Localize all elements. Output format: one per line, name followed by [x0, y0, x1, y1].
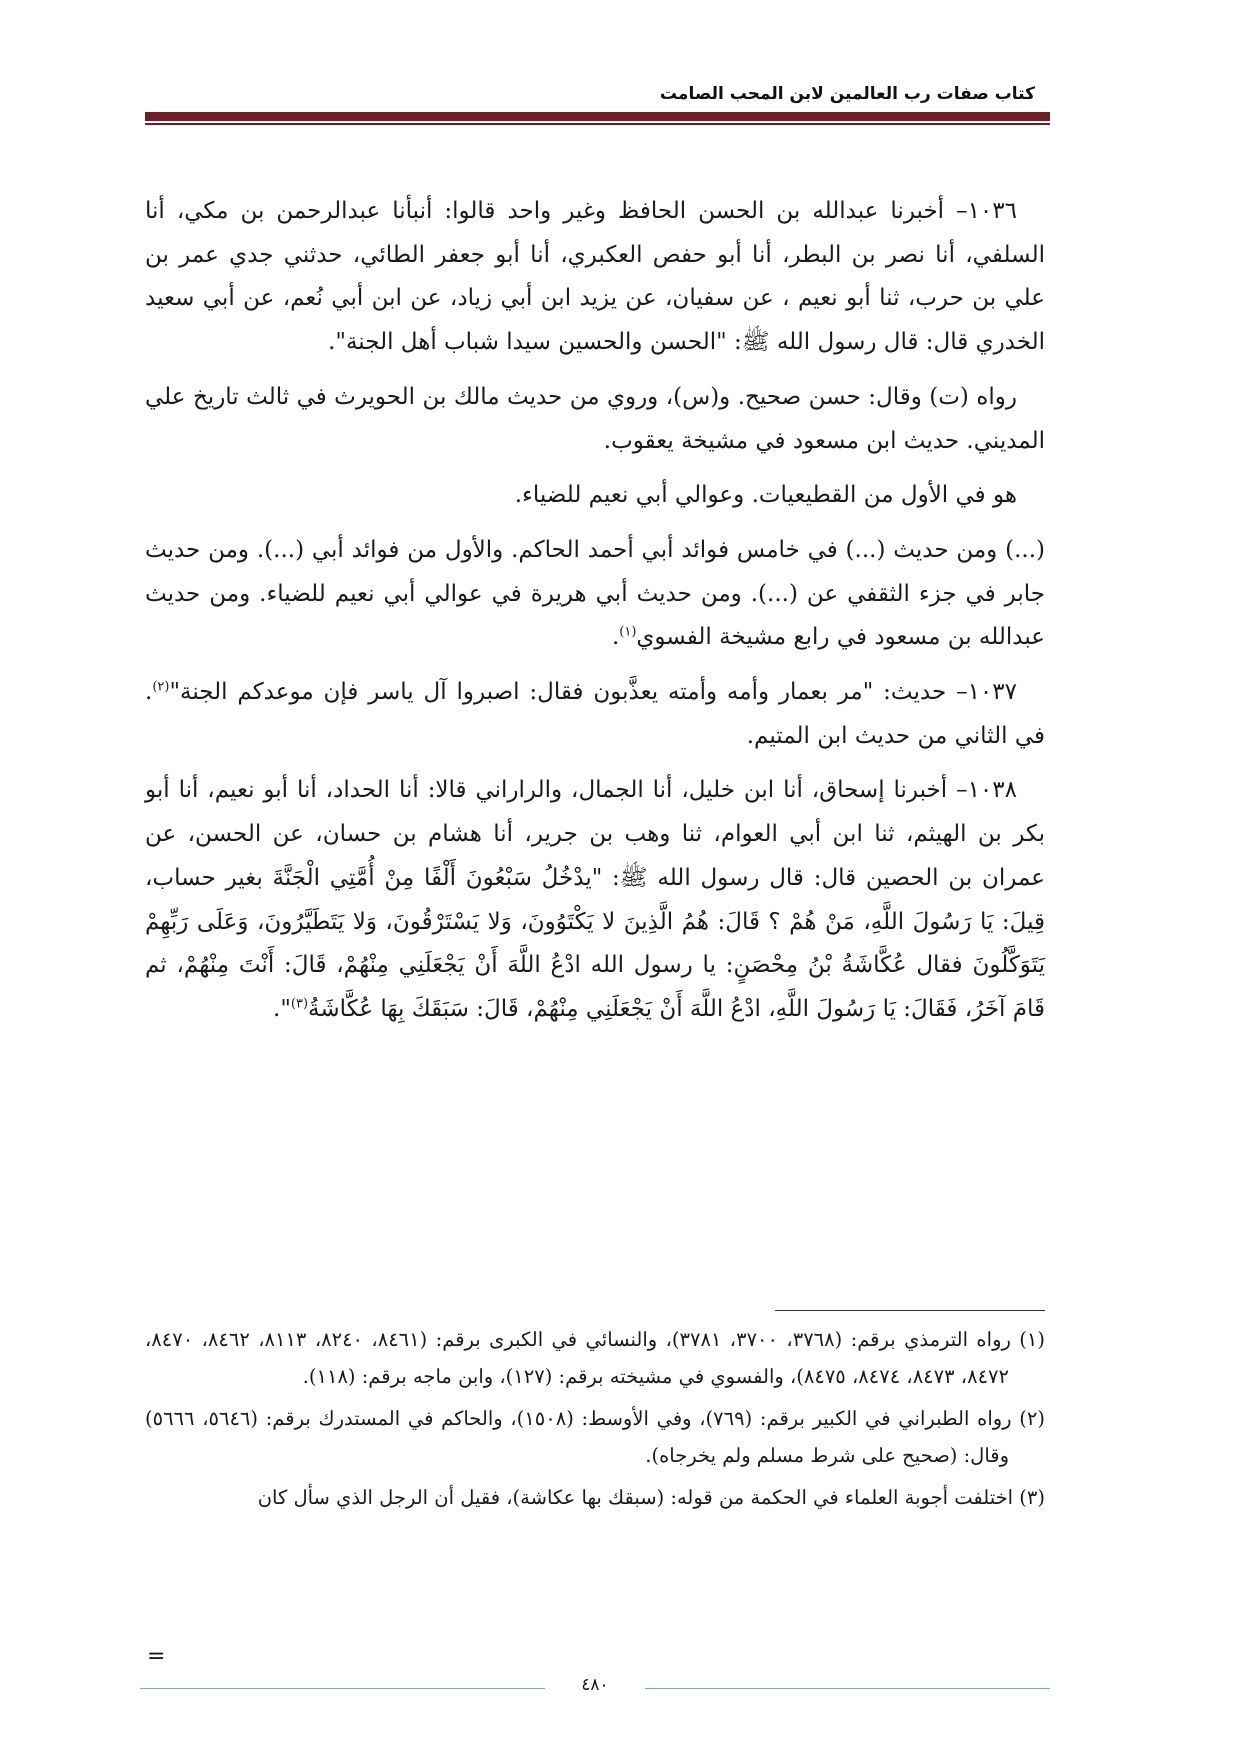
header-rule-thin	[145, 123, 1050, 125]
footnote-2: (٢) رواه الطبراني في الكبير برقم: (٧٦٩)، وفي الأوسط: (١٥٠٨)، والحاكم في المستدرك برقم: (٥٦٤٦، ٥٦٦٦) وقال: (صحيح على شرط مسلم ولم يخرجاه).	[145, 1407, 1045, 1467]
paragraph-text: ١٠٣٦– أخبرنا عبدالله بن الحسن الحافظ وغير واحد قالوا: أنبأنا عبدالرحمن بن مكي، أنا السلفي، أنا نصر بن البطر، أنا أبو حفص العكبري، أنا أبو جعفر الطائي، حدثني جدي عمر بن علي بن حرب، ثنا أبو نعيم ، عن سفيان، عن يزيد ابن أبي زياد، عن ابن أبي نُعم، عن أبي سعيد الخدري قال: قال رسول الله ﷺ: "الحسن والحسين سيدا شباب أهل الجنة".	[145, 198, 1045, 356]
paragraph-text: . في الثاني من حديث ابن المتيم.	[145, 679, 1045, 749]
source-note-paragraph	[145, 474, 1045, 518]
footnote-separator	[775, 1310, 1045, 1311]
footnotes	[145, 1322, 1045, 1517]
footnote-ref-3[interactable]: (٣)	[290, 996, 309, 1012]
period: .	[611, 624, 620, 651]
footnote-ref-2[interactable]: (٢)	[152, 679, 170, 695]
footer-rule-left	[140, 1688, 545, 1689]
hadith-1037	[145, 671, 1045, 758]
paragraph-text: رواه (ت) وقال: حسن صحيح. و(س)، وروي من حديث مالك بن الحويرث في ثالث تاريخ علي المديني. حديث ابن مسعود في مشيخة يعقوب.	[145, 383, 1045, 454]
footnote-ref-1[interactable]: (١)	[619, 624, 637, 640]
page-number: ٤٨٠	[581, 1675, 609, 1695]
hadith-1036	[145, 190, 1045, 365]
takhrij-paragraph	[145, 376, 1045, 463]
header-rule	[145, 112, 1050, 121]
paragraph-text: ١٠٣٧– حديث: "مر بعمار وأمه وأمته يعذَّبون فقال: اصبروا آل ياسر فإن موعدكم الجنة"	[169, 679, 1017, 706]
main-text	[145, 190, 1045, 1043]
footnote-continuation-mark: =	[147, 1644, 166, 1669]
footnote-3: (٣) اختلفت أجوبة العلماء في الحكمة من قوله: (سبقك بها عكاشة)، فقيل أن الرجل الذي سأل كان	[257, 1486, 1045, 1509]
hadith-1038	[145, 769, 1045, 1031]
paragraph-text: (...) ومن حديث (...) في خامس فوائد أبي أحمد الحاكم. والأول من فوائد أبي (...). ومن حديث جابر في جزء الثقفي عن (...). ومن حديث أبي هريرة في عوالي أبي نعيم للضياء. ومن حديث عبدالله بن مسعود في رابع مشيخة الفسوي	[145, 536, 1045, 651]
paragraph-text: ١٠٣٨– أخبرنا إسحاق، أنا ابن خليل، أنا الجمال، والراراني قالا: أنا الحداد، أنا أبو نعيم، أنا أبو بكر بن الهيثم، ثنا ابن أبي العوام، ثنا وهب بن جرير، أنا هشام بن حسان، عن الحسن، عن عمران بن الحصين قال: قال رسول الله ﷺ: "يدْخُلُ سَبْعُونَ أَلْفًا مِنْ أُمَّتِي الْجَنَّةَ بغير حساب، قِيلَ: يَا رَسُولَ اللَّهِ، مَنْ هُمْ ؟ قَالَ: هُمُ الَّذِينَ لا يَكْتَوُونَ، وَلا يَسْتَرْقُونَ، وَلا يَتَطَيَّرُونَ، وَعَلَى رَبِّهِمْ يَتَوَكَّلُونَ فقال عُكَّاشَةُ بْنُ مِحْصَنٍ: يا رسول الله ادْعُ اللَّهَ أَنْ يَجْعَلَنِي مِنْهُمْ، قَالَ: أَنْتَ مِنْهُمْ، ثم قَامَ آخَرُ، فَقَالَ: يَا رَسُولَ اللَّهِ، ادْعُ اللَّهَ أَنْ يَجْعَلَنِي مِنْهُمْ، قَالَ: سَبَقَكَ بِهَا عُكَّاشَةُ	[145, 777, 1045, 1022]
running-header-title: كتاب صفات رب العالمين لابن المحب الصامت	[659, 84, 1035, 104]
footnote-1: (١) رواه الترمذي برقم: (٣٧٦٨، ٣٧٠٠، ٣٧٨١)، والنسائي في الكبرى برقم: (٨٤٦١، ٨٢٤٠، ٨١١٣، ٨٤٦٢، ٨٤٧٠، ٨٤٧٢، ٨٤٧٣، ٨٤٧٤، ٨٤٧٥)، والفسوي في مشيخته برقم: (١٢٧)، وابن ماجه برقم: (١١٨).	[145, 1328, 1046, 1388]
closing-quote: ".	[273, 995, 291, 1022]
footer-rule-right	[645, 1688, 1050, 1689]
sources-paragraph	[145, 529, 1045, 660]
paragraph-text: هو في الأول من القطيعيات. وعوالي أبي نعيم للضياء.	[514, 482, 1017, 509]
